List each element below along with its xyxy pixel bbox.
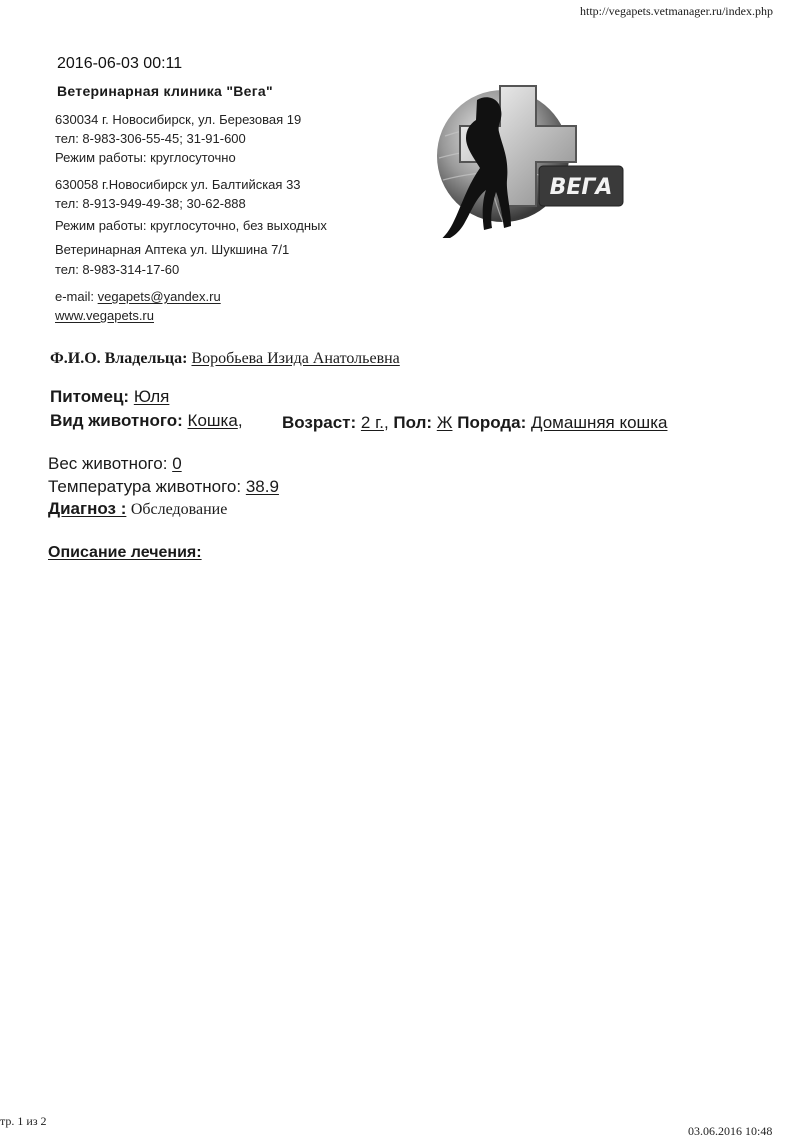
treatment-heading: Описание лечения: [48,544,202,561]
sex-value: Ж [436,413,453,432]
page-number: тр. 1 из 2 [0,1114,47,1128]
temperature-value: 38.9 [245,477,279,496]
diagnosis-label: Диагноз : [48,499,127,518]
branch2-hours: Режим работы: круглосуточно, без выходных [55,218,327,233]
logo-text: ВЕГА [549,175,613,200]
pet-label: Питомец: [50,387,130,406]
email-link[interactable]: vegapets@yandex.ru [97,289,221,304]
weight-label: Вес животного: [48,454,168,473]
species-value: Кошка [187,411,238,430]
age-separator: , [383,413,389,432]
age-label: Возраст: [282,413,357,432]
diagnosis-value: Обследование [130,501,228,518]
website-link[interactable]: www.vegapets.ru [55,308,154,323]
branch2-phone: тел: 8-913-949-49-38; 30-62-888 [55,196,246,211]
breed-label: Порода: [457,413,527,432]
pet-value: Юля [133,387,170,406]
diagnosis-row [48,499,227,519]
pet-row [50,387,169,407]
print-datetime: 03.06.2016 10:48 [688,1124,773,1138]
owner-value: Воробьева Изида Анатольевна [191,350,400,367]
document-datetime: 2016-06-03 00:11 [57,55,183,72]
owner-label: Ф.И.О. Владельца: [50,350,188,367]
print-url-header: http://vegapets.vetmanager.ru/index.php [580,4,773,18]
temperature-label: Температура животного: [48,477,242,496]
weight-row [48,454,182,474]
branch1-phone: тел: 8-983-306-55-45; 31-91-600 [55,131,246,146]
pharmacy-phone: тел: 8-983-314-17-60 [55,262,180,277]
sex-label: Пол: [393,413,433,432]
branch1-address: 630034 г. Новосибирск, ул. Березовая 19 [55,112,302,127]
email-label: e-mail: [55,289,95,304]
branch2-address: 630058 г.Новосибирск ул. Балтийская 33 [55,177,301,192]
owner-row [50,350,400,368]
age-sex-breed-row [282,413,667,433]
email-line [55,289,221,304]
branch1-hours: Режим работы: круглосуточно [55,150,236,165]
species-label: Вид животного: Кошка, [50,411,243,430]
clinic-logo [405,78,635,238]
temperature-row [48,477,279,497]
weight-value: 0 [172,454,182,473]
clinic-name: Ветеринарная клиника "Вега" [57,83,273,99]
species-separator: , [237,411,243,430]
age-value: 2 г. [360,413,384,432]
breed-value: Домашняя кошка [531,413,668,432]
pharmacy-address: Ветеринарная Аптека ул. Шукшина 7/1 [55,242,290,257]
